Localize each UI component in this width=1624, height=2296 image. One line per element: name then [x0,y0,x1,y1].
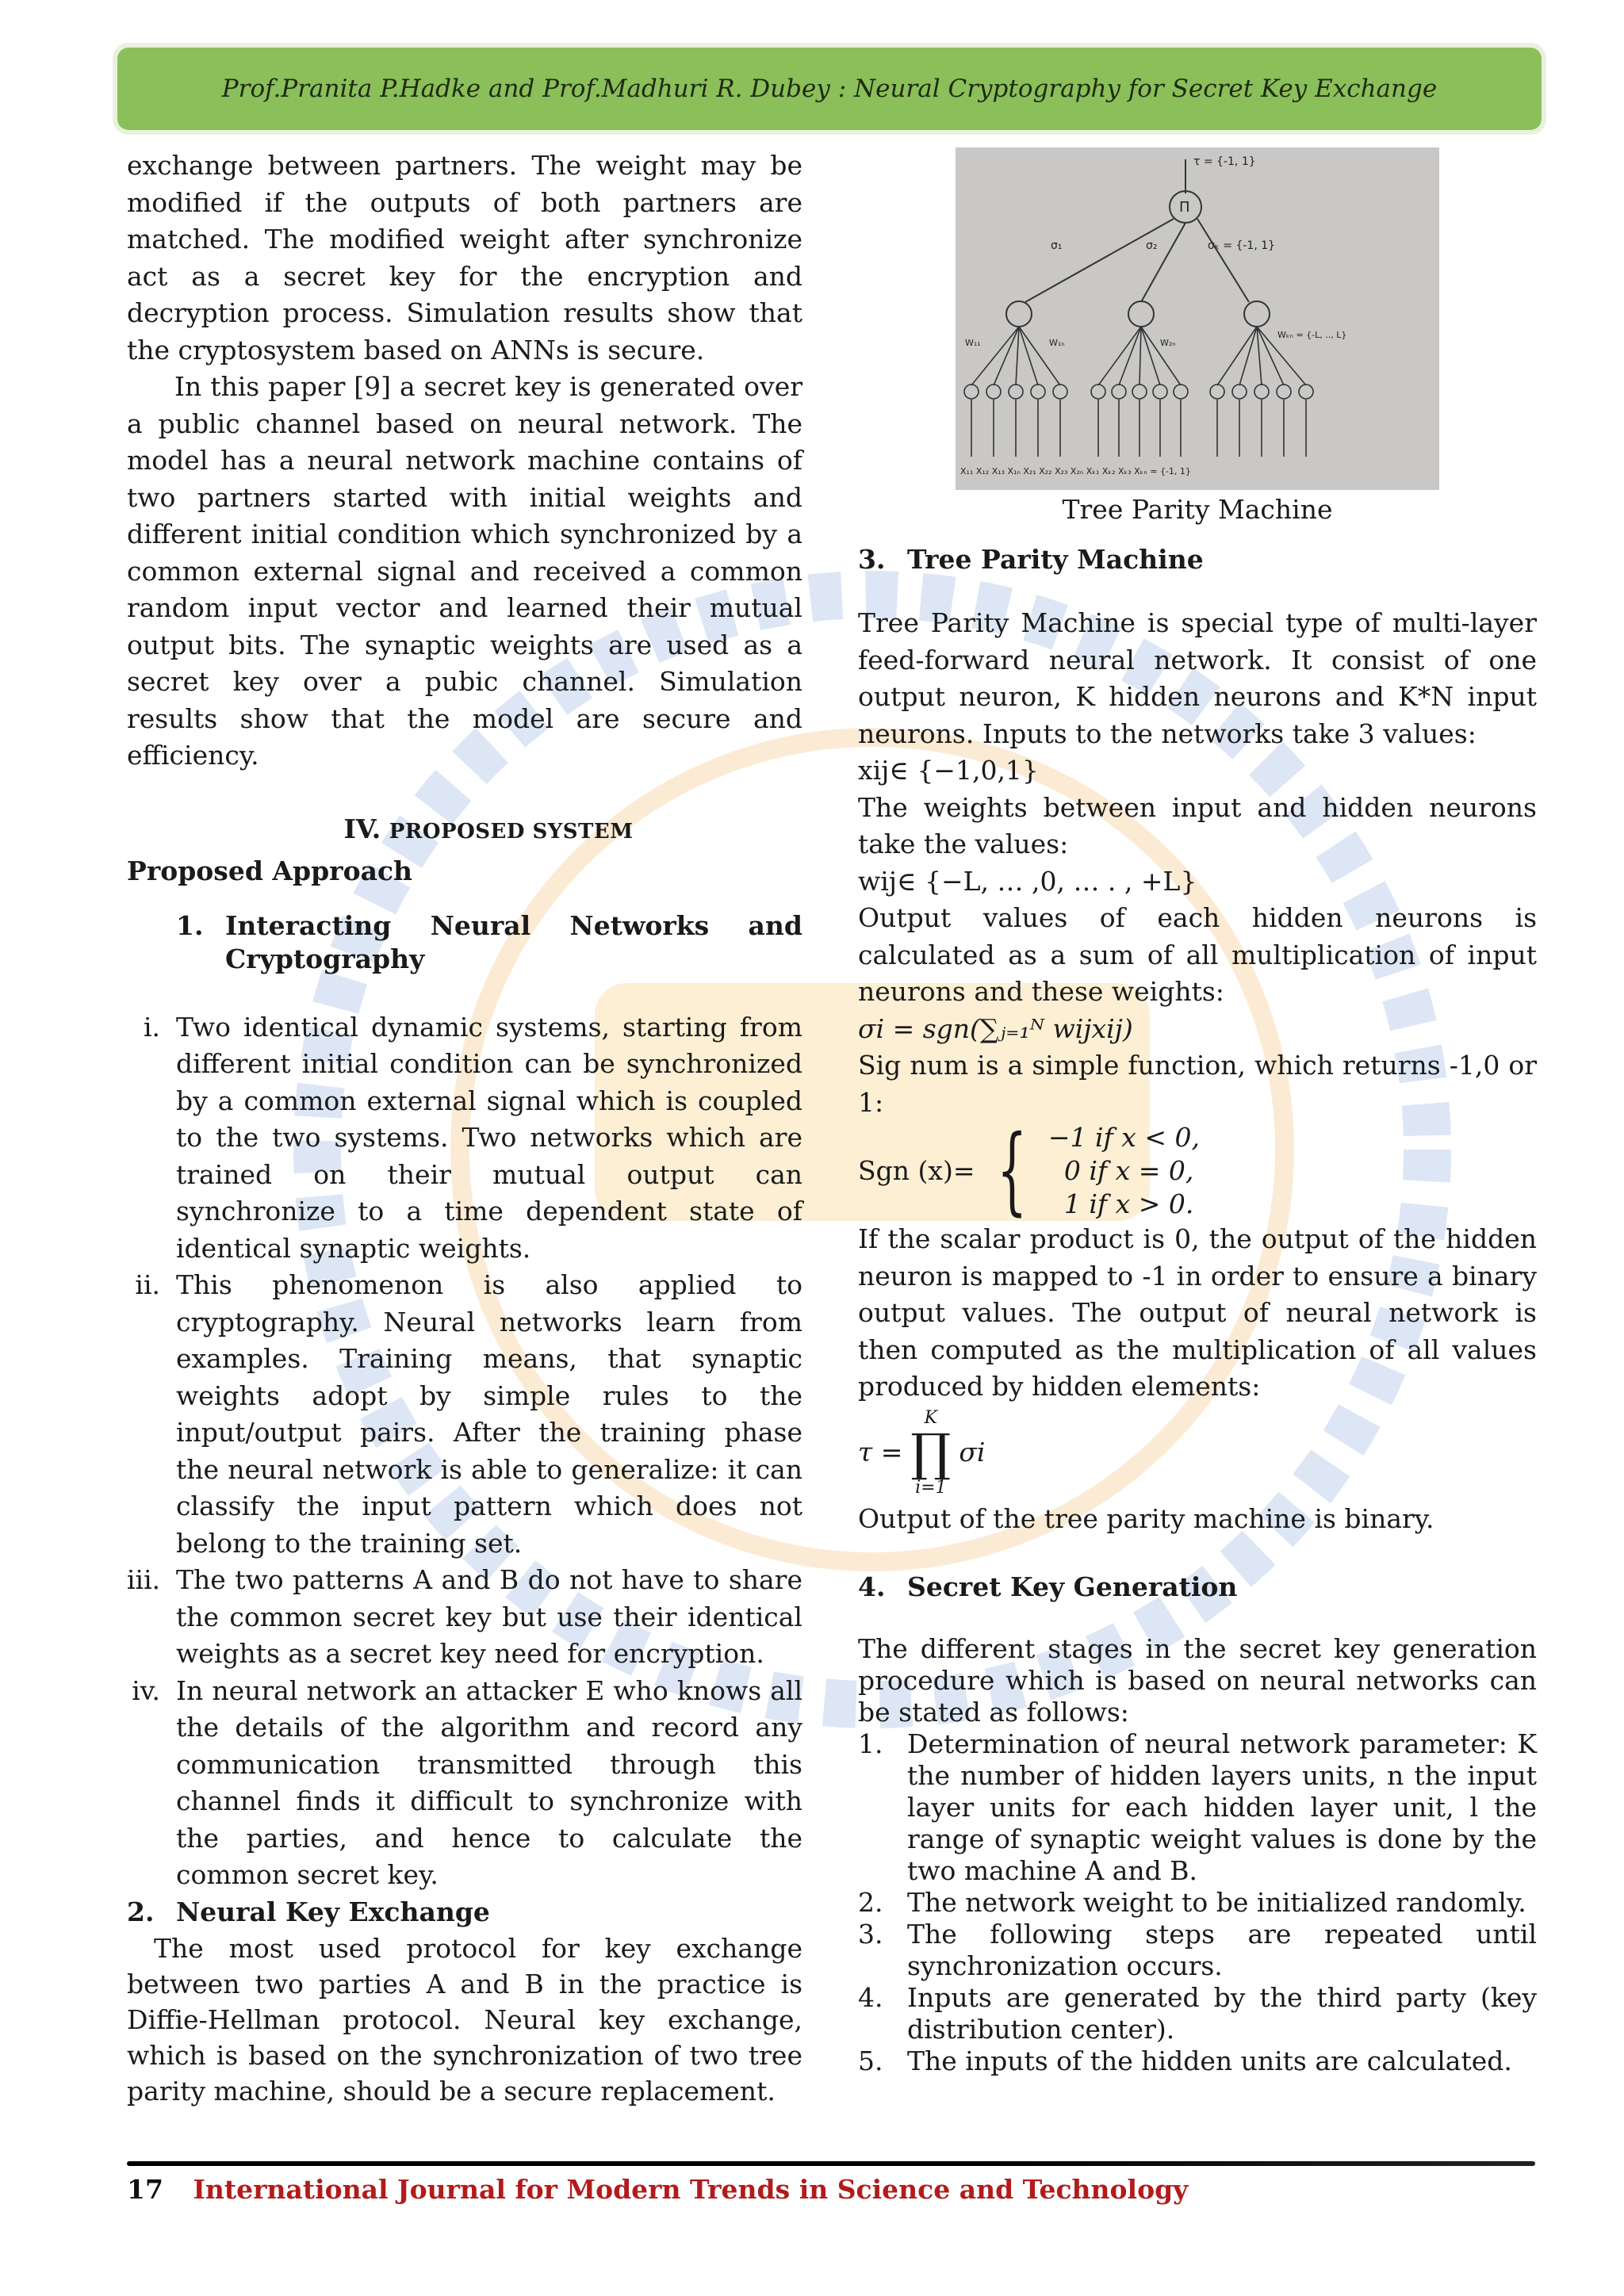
list-item: iii. The two patterns A and B do not have to share the common secret key but use their identical weights as a secret key need for encryption. [127,1564,802,1669]
page-footer [127,2174,1188,2205]
figure-label: Π [1179,199,1190,216]
figure-label: W₁₁ [965,338,981,348]
paragraph: Sig num is a simple function, which returns -1,0 or 1: [858,1050,1537,1118]
journal-name: International Journal for Modern Trends in Science and Technology [193,2174,1189,2205]
equation-wij: wij∈ {−L, … ,0, … . , +L} [858,865,1197,897]
list-item: ii. This phenomenon is also applied to cryptography. Neural networks learn from examples. Training means, that synaptic weights adopt by simple rules to the input/output pairs. After the training phase the neural network is able to generalize: it can classify the input pattern which does not belong to the training set. [135,1269,802,1559]
equation-sigma: σi = sgn(∑ⱼ₌₁ᴺ wijxij) [858,1012,1133,1044]
running-header [117,48,1542,130]
subheading-secret-key-generation: 4. Secret Key Generation [858,1571,1238,1602]
right-column [858,147,1537,2077]
figure-label: W₁ₙ [1049,338,1065,348]
list-item: 1. Determination of neural network parameter: K the number of hidden layers units, n the input layer units for each hidden layer unit, l the range of synaptic weight values is done by the two machine A and B. [858,1728,1537,1886]
subheading-neural-key-exchange: 2. Neural Key Exchange [127,1896,490,1927]
paragraph: In this paper [9] a secret key is generated over a public channel based on neural network. The model has a neural network machine contains of two partners started with initial weights and different initial condition which synchronized by a common external signal and received a common random input vector and learned their mutual output bits. The synaptic weights are used as a secret key over a pubic channel. Simulation results show that the model are secure and efficiency. [127,371,802,771]
equation-tau-product: τ = K ∏ i=1 σi [858,1407,986,1498]
subsection-heading: Proposed Approach [127,855,413,886]
header-text: Prof.Pranita P.Hadke and Prof.Madhuri R. Dubey : Neural Cryptography for Secret Key Exchange [221,75,1438,103]
subheading-interacting: 1. Interacting Neural Networks and Cryptography [176,909,802,974]
figure-label: X₁₁ X₁₂ X₁₃ X₁ₙ X₂₁ X₂₂ X₂₃ X₂ₙ Xₖ₁ Xₖ₂ Xₖ₃ Xₖₙ = {-1, 1} [960,466,1191,476]
subheading-tree-parity-machine: 3. Tree Parity Machine [858,543,1204,575]
section-title: PROPOSED SYSTEM [389,819,634,844]
paragraph: Output values of each hidden neurons is calculated as a sum of all multiplication of input neurons and these weights: [858,902,1537,1007]
figure-caption: Tree Parity Machine [1062,494,1333,525]
list-item: iv. In neural network an attacker E who knows all the details of the algorithm and record any communication transmitted through this channel finds it difficult to synchronize with the parties, and hence to calculate the common secret key. [132,1674,802,1890]
section-number: IV. [343,813,381,844]
paragraph: The most used protocol for key exchange between two parties A and B in the practice is Diffie-Hellman protocol. Neural key exchange, which is based on the synchronization of two tree parity machine, should be a secure replacement. [127,1933,802,2107]
paragraph: Output of the tree parity machine is binary. [858,1502,1434,1534]
paragraph: exchange between partners. The weight may be modified if the outputs of both partners are matched. The modified weight after synchronize act as a secret key for the encryption and decryption process. Simulation results show that the cryptosystem based on ANNs is secure. [127,150,802,365]
figure-label: σ₁ [1051,239,1063,252]
steps-list [858,1728,1537,2077]
tree-diagram-icon [956,147,1439,490]
roman-list [127,1009,802,1894]
figure-label: Wₖₙ = {-L, .., L} [1277,330,1347,340]
paragraph: The weights between input and hidden neurons take the values: [858,791,1537,859]
equation-xij: xij∈ {−1,0,1} [858,755,1039,786]
page-number: 17 [127,2174,163,2205]
list-item: 2. The network weight to be initialized randomly. [858,1886,1526,1918]
list-item: 5. The inputs of the hidden units are calculated. [858,2045,1512,2076]
figure-label: σₖ = {-1, 1} [1208,239,1276,252]
footer-rule [127,2161,1535,2166]
equation-sgn: Sgn (x)= { −1 if x < 0, 0 if x = 0, 1 if x > 0. [858,1115,1200,1226]
figure-label: W₂ₙ [1160,338,1176,348]
left-column [127,147,802,2109]
list-item: 3. The following steps are repeated until synchronization occurs. [858,1918,1537,1981]
paragraph: If the scalar product is 0, the output of the hidden neuron is mapped to -1 in order to ensure a binary output values. The output of neural network is then computed as the multiplication of all values produced by hidden elements: [858,1223,1537,1402]
tree-parity-machine-figure [956,147,1439,490]
list-item: 4. Inputs are generated by the third party (key distribution center). [858,1981,1537,2045]
section-heading [174,811,802,851]
list-item: i. Two identical dynamic systems, starting from different initial condition can be synchronized by a common external signal which is coupled to the two systems. Two networks which are trained on their mutual output can synchronize to a time dependent state of identical synaptic weights. [143,1011,802,1264]
paragraph: The different stages in the secret key generation procedure which is based on neural networks can be stated as follows: [858,1632,1537,1728]
figure-label: σ₂ [1146,239,1158,252]
paragraph: Tree Parity Machine is special type of multi-layer feed-forward neural network. It consist of one output neuron, K hidden neurons and K*N input neurons. Inputs to the networks take 3 values: [858,607,1537,749]
figure-label: τ = {-1, 1} [1193,155,1256,168]
